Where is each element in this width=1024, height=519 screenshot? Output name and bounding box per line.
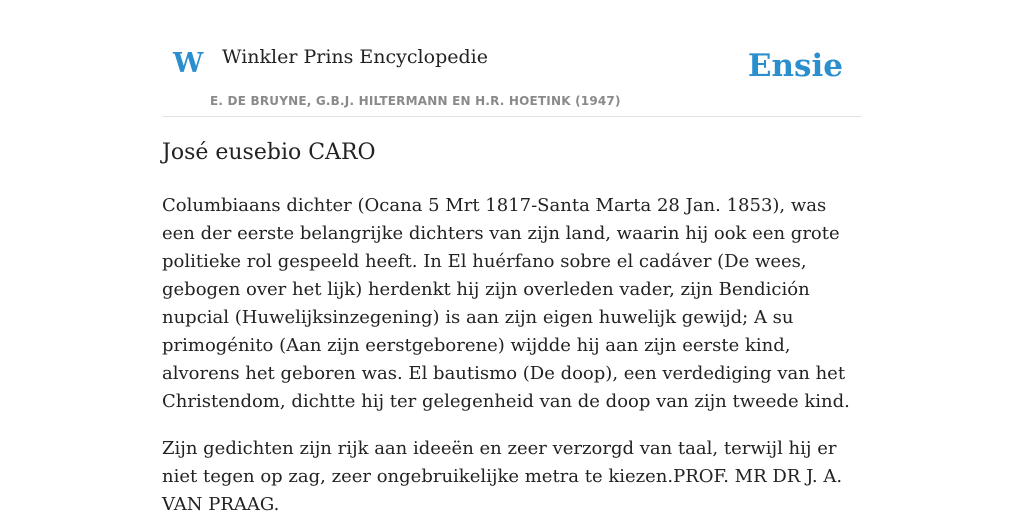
entry-title: José eusebio CARO xyxy=(162,140,376,165)
ensie-brand-link[interactable]: Ensie xyxy=(747,48,843,84)
winkler-prins-logo-icon: W xyxy=(173,48,204,79)
source-title: Winkler Prins Encyclopedie xyxy=(222,46,488,68)
page xyxy=(162,0,862,515)
header xyxy=(162,0,862,117)
source-authors: E. DE BRUYNE, G.B.J. HILTERMANN EN H.R. HOETINK (1947) xyxy=(210,94,621,108)
entry-paragraph-2: Zijn gedichten zijn rijk aan ideeën en zeer verzorgd van taal, terwijl hij er niet tegen op zag, zeer ongebruikelijke metra te kiezen.PROF. MR DR J. A. VAN PRAAG. xyxy=(162,438,843,515)
entry-paragraph-1: Columbiaans dichter (Ocana 5 Mrt 1817-Santa Marta 28 Jan. 1853), was een der eerste belangrijke dichters van zijn land, waarin hij ook een grote politieke rol gespeeld heeft. In El huérfano sobre el cadáver (De wees, gebogen over het lijk) herdenkt hij zijn overleden vader, zijn Bendición nupcial (Huwelijksinzegening) is aan zijn eigen huwelijk gewijd; A su primogénito (Aan zijn eerstgeborene) wijdde hij aan zijn eerste kind, alvorens het geboren was. El bautismo (De doop), een verdediging van het Christendom, dichtte hij ter gelegenheid van de doop van zijn tweede kind. xyxy=(162,195,850,412)
